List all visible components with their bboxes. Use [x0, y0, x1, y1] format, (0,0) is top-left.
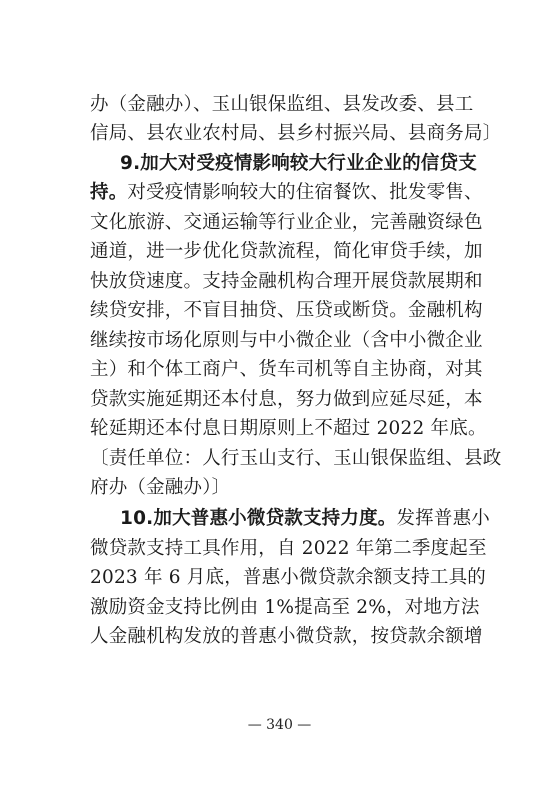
item-9-heading-line	[120, 152, 490, 176]
text-line-10: 主）和个体工商户、货车司机等自主协商，对其	[90, 359, 483, 380]
text-line-4: 持。对受疫情影响较大的住宿餐饮、批发零售、	[90, 182, 483, 203]
responsibility-line-2: 府办（金融办）〕	[90, 477, 231, 498]
text-line-8: 续贷安排，不盲目抽贷、压贷或断贷。金融机构	[90, 300, 483, 321]
text-line-7: 快放贷速度。支持金融机构合理开展贷款展期和	[90, 271, 483, 292]
text-line-16: 微贷款支持工具作用，自 2022 年第二季度起至	[90, 538, 487, 559]
item-9-heading: 9.加大对受疫情影响较大行业企业的信贷支	[120, 153, 477, 174]
text-line-9: 继续按市场化原则与中小微企业（含中小微企业	[90, 330, 483, 351]
item-10-heading: 10.加大普惠小微贷款支持力度。	[120, 508, 397, 529]
page-number: — 340 —	[247, 717, 312, 733]
text-line-12: 轮延期还本付息日期原则上不超过 2022 年底。	[90, 418, 487, 439]
text-line-17: 2023 年 6 月底，普惠小微贷款余额支持工具的	[90, 567, 486, 588]
text-line-1: 办（金融办）、玉山银保监组、县发改委、县工	[90, 94, 474, 115]
text-line-5: 文化旅游、交通运输等行业企业，完善融资绿色	[90, 212, 483, 233]
item-10-heading-line: 10.加大普惠小微贷款支持力度。发挥普惠小	[120, 508, 490, 529]
text-line-19: 人金融机构发放的普惠小微贷款，按贷款余额增	[90, 626, 483, 647]
text-line-11: 贷款实施延期还本付息，努力做到应延尽延，本	[90, 389, 483, 410]
text-line-2: 信局、县农业农村局、县乡村振兴局、县商务局〕	[90, 123, 502, 144]
responsibility-line-1: 〔责任单位：人行玉山支行、玉山银保监组、县政	[90, 448, 502, 469]
text-line-6: 通道，进一步优化贷款流程，简化审贷手续，加	[90, 241, 483, 262]
text-line-18: 激励资金支持比例由 1%提高至 2%，对地方法	[90, 597, 480, 618]
item-9-heading-end: 持。	[90, 182, 128, 203]
